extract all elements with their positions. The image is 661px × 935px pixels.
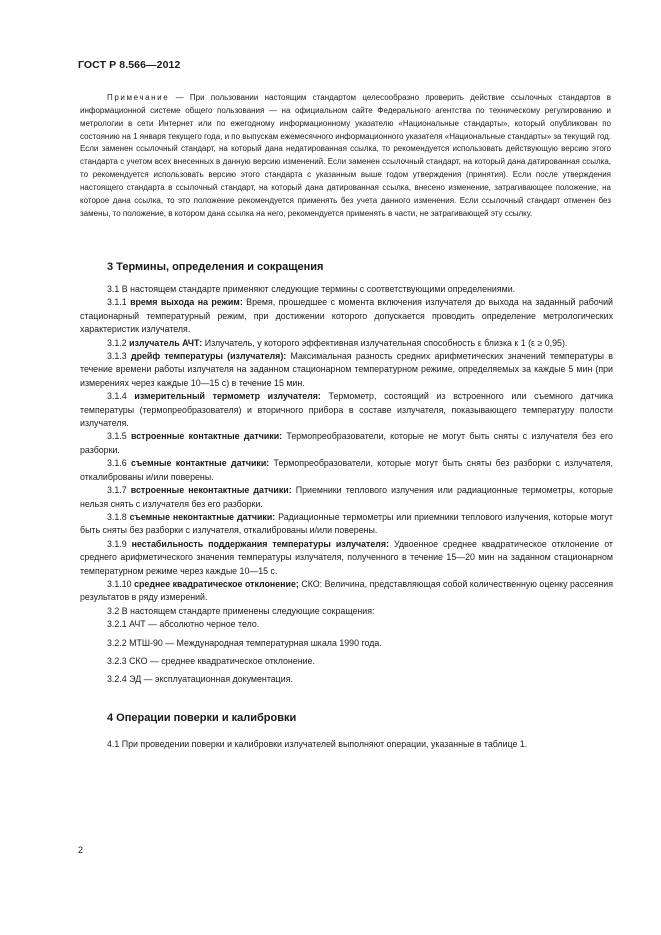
note-label: Примечание: [107, 93, 170, 102]
term-3-1-10: 3.1.10 среднее квадратическое отклонение; СКО: Величина, представляющая собой количественную оценку рассеяния результатов в ряду измерений.: [80, 578, 614, 603]
paragraph-4-1: 4.1 При проведении поверки и калибровки излучателей выполняют операции, указанные в таблице 1.: [107, 739, 528, 749]
term-name: время выхода на режим:: [130, 297, 243, 308]
section-4-body: [80, 738, 613, 751]
term-name: съемные неконтактные датчики:: [129, 511, 276, 522]
abbreviation-3-2-3: 3.2.3 СКО — среднее квадратическое отклонение.: [107, 655, 315, 666]
term-3-1-6: 3.1.6 съемные контактные датчики: Термопреобразователи, которые могут быть сняты без разборки с излучателя, откалиброваны и/или поверены.: [80, 458, 613, 482]
term-3-1-5: 3.1.5 встроенные контактные датчики: Термопреобразователи, которые не могут быть сняты с излучателя без его разборки.: [80, 431, 613, 455]
section-3-title: 3 Термины, определения и сокращения: [107, 261, 324, 273]
term-name: измерительный термометр излучателя:: [134, 391, 321, 402]
term-name: среднее квадратическое отклонение;: [134, 578, 299, 589]
term-name: встроенные контактные датчики:: [131, 431, 283, 442]
term-name: излучатель АЧТ:: [129, 337, 203, 348]
term-3-1-4: 3.1.4 измерительный термометр излучателя: Термометр, состоящий из встроенного или съемного датчика температуры (термопреобразователя) и вторичного прибора в составе излучателя, показывающего температуру полости излучателя.: [80, 391, 613, 429]
term-name: дрейф температуры (излучателя):: [130, 351, 287, 362]
paragraph-3-2: 3.2 В настоящем стандарте применены следующие сокращения:: [107, 605, 375, 616]
document-header: ГОСТ Р 8.566—2012: [78, 59, 181, 71]
term-3-1-8: 3.1.8 съемные неконтактные датчики: Радиационные термометры или приемники теплового излучения, которые могут быть сняты без разборки с излучателя, откалиброваны и/или поверены.: [80, 511, 613, 536]
term-name: нестабильность поддержания температуры излучателя:: [131, 538, 390, 549]
term-name: встроенные неконтактные датчики:: [130, 485, 292, 496]
term-3-1-1: 3.1.1 время выхода на режим: Время, прошедшее с момента включения излучателя до выхода на заданный рабочий стационарный температурный режим, при достижении которого допускается проводить определение метрологических характеристик излучателя.: [80, 297, 613, 335]
page-number: 2: [78, 845, 84, 855]
abbreviation-3-2-4: 3.2.4 ЭД — эксплуатационная документация.: [107, 674, 293, 685]
section-4-title: 4 Операции поверки и калибровки: [107, 712, 297, 724]
term-name: съемные контактные датчики:: [131, 458, 270, 469]
reference-note: [80, 92, 611, 220]
abbreviation-3-2-2: 3.2.2 МТШ-90 — Международная температурная шкала 1990 года.: [107, 637, 382, 648]
abbreviation-3-2-1: 3.2.1 АЧТ — абсолютно черное тело.: [107, 619, 260, 630]
paragraph-3-1: 3.1 В настоящем стандарте применяют следующие термины с соответствующими определениями.: [107, 284, 516, 294]
term-3-1-7: 3.1.7 встроенные неконтактные датчики: Приемники теплового излучения или радиационные термометры, которые нельзя снять с излучателя без его разборки.: [80, 485, 613, 509]
term-3-1-3: 3.1.3 дрейф температуры (излучателя): Максимальная разность средних арифметических значений температуры в течение времени работы излучателя на заданном стационарном температурном режиме, определяемых за каждые 5 мин (при измерениях через каждые 10—15 с) в течение 15 мин.: [80, 351, 613, 388]
note-text: — При пользовании настоящим стандартом целесообразно проверить действие ссылочных стандартов в информационной системе общего пользования — на официальном сайте Федерального агентства по техническому регулированию и метрологии в сети Интернет или по ежегодному информационному указателю «Национальные стандарты», который опубликован по состоянию на 1 января текущего года, и по выпускам ежемесячного информационного указателя «Национальные стандарты» за текущий год. Если заменен ссылочный стандарт, на который дана недатированная ссылка, то рекомендуется использовать действующую версию этого стандарта с учетом всех внесенных в данную версию изменений. Если заменен ссылочный стандарт, на который дана датированная ссылка, то рекомендуется использовать версию этого стандарта с указанным выше годом утверждения (принятия). Если после утверждения настоящего стандарта в ссылочный стандарт, на который дана датированная ссылка, внесено изменение, затрагивающее положение, на которое дана ссылка, то это положение рекомендуется применять без учета данного изменения. Если ссылочный стандарт отменен без замены, то положение, в котором дана ссылка на него, рекомендуется применять в части, не затрагивающей эту ссылку.: [80, 93, 611, 218]
term-3-1-9: 3.1.9 нестабильность поддержания температуры излучателя: Удвоенное среднее квадратическое отклонение от среднего арифметического значения температуры излучателя, полученного в течение 15—20 мин на заданном стационарном температурном режиме через каждые 10—15 с.: [80, 538, 613, 576]
term-3-1-2: 3.1.2 излучатель АЧТ: Излучатель, у которого эффективная излучательная способность ε близка к 1 (ε ≥ 0,95).: [107, 337, 568, 348]
section-3-body: [80, 283, 613, 687]
